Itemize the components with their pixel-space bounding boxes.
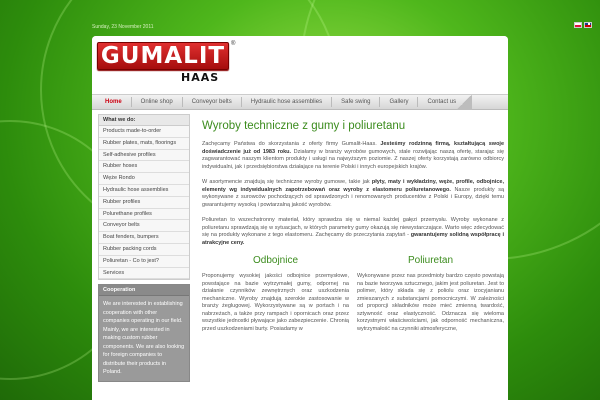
polyurethane-text-1: Poliuretan to wszechstronny materiał, który sprawdza się w niemal każdej gałęzi przemysłu. Wyroby wykonane z poliuretanu sprawdzają się w sytuacjach, w których parametry gumy okazują się niewystarczające. Warto więc zdecydować się na produkty wykonane z tego elastomeru. Zachęcamy do przeczytania zapytań - xyxy=(202,217,504,238)
sidebar-item-rubber-packing-cords[interactable]: Rubber packing cords xyxy=(99,244,189,256)
assortment-text-2: Nasze produkty są wykonywane z surowców pochodzących od sprawdzonych i renomowanych producentów z Polski i Europy, dzięki temu gwarantujemy wysoką i powtarzalną jakość wyrobów. xyxy=(202,186,505,208)
assortment-text-bold: płyty, maty i wykładziny, węże, profile, odbojnice, elementy wg indywidualnych zapotrzebowań oraz wyroby z elastomeru poliuretanowego. xyxy=(202,179,504,193)
sidebar-item-rubber-plates[interactable]: Rubber plates, mats, floorings xyxy=(99,138,189,150)
feature-columns xyxy=(202,255,504,333)
sidebar-item-poliuretan[interactable]: Poliuretan - Co to jest? xyxy=(99,256,189,268)
intro-text-bold: Jesteśmy rodzinną firmą, kształtującą swoje doświadczenie już od 1983 roku. xyxy=(202,141,505,155)
nav-home[interactable]: Home xyxy=(105,99,122,105)
registered-mark: ® xyxy=(231,41,236,47)
intro-text-2: Działamy w branży wyrobów gumowych, stale rozwijając naszą ofertę, starając się zagwarantować naszym klientom produkty i usługi na najwyższym poziomie. Z naszej oferty korzystają zarówno odbiorcy indywidualni, jak i przedsiębiorstwa działające na terenie Polski i innych europejskich krajów. xyxy=(202,148,504,170)
logo-subtitle: HAAS xyxy=(181,71,220,84)
sidebar-item-weze-rondo[interactable]: Węże Rondo xyxy=(99,173,189,185)
assortment-text-1: W asortymencie znajdują się techniczne wyroby gumowe, takie jak xyxy=(202,179,372,185)
page-title: Wyroby techniczne z gumy i poliuretanu xyxy=(202,120,406,132)
nav-online-shop[interactable]: Online shop xyxy=(140,99,173,105)
what-we-do-title: What we do: xyxy=(99,115,189,126)
nav-decoration xyxy=(456,95,472,110)
polyurethane-text-bold: gwarantujemy solidną współpracę i atrakcyjne ceny. xyxy=(202,232,504,246)
polyurethane-text: Wykonywane przez nas przedmioty bardzo często powstają na bazie tworzywa sztucznego, jakim jest poliuretan. Jest to polimer, który składa się z poliolu oraz izocyjanianu zmieszanych z substancjami pomocniczymi. W zależności od proporcji składników może mieć zmienną twardość, sztywność oraz elastyczność. Odznacza się wieloma korzystnymi właściwościami, jak odporność mechaniczna, wytrzymałość na czynniki atmosferyczne, xyxy=(357,273,504,332)
sidebar-item-polyurethane-profiles[interactable]: Polurethane profiles xyxy=(99,209,189,221)
cooperation-title: Cooperation xyxy=(99,285,189,296)
site-logo[interactable] xyxy=(97,42,235,92)
sidebar-item-conveyor-belts[interactable]: Conveyor belts xyxy=(99,220,189,232)
polyurethane-title[interactable]: Poliuretan xyxy=(407,255,454,266)
page-container xyxy=(92,36,508,400)
fenders-column xyxy=(202,255,349,333)
intro-text-1: Zachęcamy Państwa do skorzystania z oferty firmy Gumalit-Haas. xyxy=(202,141,381,147)
fenders-title[interactable]: Odbojnice xyxy=(252,255,299,266)
sidebar-item-boat-fenders[interactable]: Boat fenders, bumpers xyxy=(99,232,189,244)
polish-flag-icon[interactable] xyxy=(574,22,582,28)
sidebar xyxy=(98,114,190,386)
nav-safe-swing[interactable]: Safe swing xyxy=(341,99,371,105)
sidebar-item-self-adhesive-profiles[interactable]: Self-adhesive profiles xyxy=(99,150,189,162)
site-header xyxy=(92,36,508,94)
assortment-paragraph xyxy=(202,179,504,209)
nav-conveyor-belts[interactable]: Conveyor belts xyxy=(191,99,232,105)
sidebar-item-rubber-hoses[interactable]: Rubber hoses xyxy=(99,161,189,173)
fenders-text: Proponujemy wysokiej jakości odbojnice przemysłowe, powstające na bazie wytrzymałej gumy, odpornej na działanie czynników zewnętrznych oraz uszkodzenia mechaniczne. Wyroby znajdują szerokie zastosowanie w branży żeglugowej. Wykorzystywane są w portach i na nabrzeżach, a także przy rampach i opornicach oraz przez wszystkie jednostki pływające jako zabezpieczenie. Chronią przed uszkodzeniami burty. Posiadamy w xyxy=(202,273,349,332)
intro-paragraph xyxy=(202,141,504,171)
nav-gallery[interactable]: Gallery xyxy=(389,99,409,105)
nav-hydraulic-hose-assemblies[interactable]: Hydraulic hose assemblies xyxy=(250,99,323,105)
sidebar-item-products-made-to-order[interactable]: Products made-to-order xyxy=(99,126,189,138)
main-content xyxy=(202,120,504,333)
uk-flag-icon[interactable] xyxy=(584,22,592,28)
nav-contact-us[interactable]: Contact us xyxy=(427,99,457,105)
sidebar-item-rubber-profiles[interactable]: Rubber profiles xyxy=(99,197,189,209)
cooperation-text: We are interested in establishing cooperation with other companies operating in our field. Mainly, we are interested in making custom rubber components. We are also looking for foreign companies to distribute their products in Poland. xyxy=(103,301,185,376)
language-switcher xyxy=(574,22,592,28)
sidebar-item-hydraulic-hose-assemblies[interactable]: Hydraulic hose assemblies xyxy=(99,185,189,197)
polyurethane-column xyxy=(357,255,504,333)
top-bar xyxy=(92,22,512,32)
cooperation-box xyxy=(98,284,190,382)
sidebar-item-services[interactable]: Services xyxy=(99,268,189,280)
logo-wordmark: GUMALIT xyxy=(97,42,229,70)
polyurethane-paragraph xyxy=(202,217,504,247)
main-nav xyxy=(92,94,508,110)
what-we-do-box xyxy=(98,114,190,280)
current-date: Sunday, 23 November 2011 xyxy=(92,24,154,30)
